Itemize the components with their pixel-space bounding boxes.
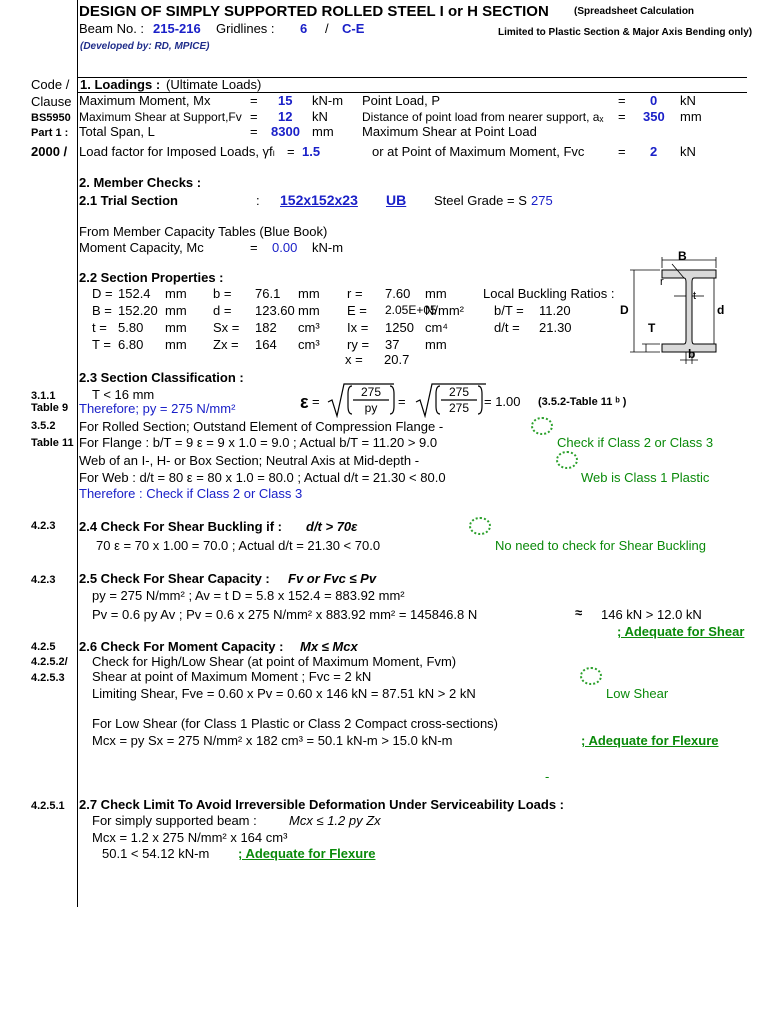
span-label: Total Span, L <box>79 124 155 139</box>
limit-note: Limited to Plastic Section & Major Axis Bending only) <box>498 27 753 38</box>
clause-423a: 4.2.3 <box>31 520 56 532</box>
frac1-numerator: 275 <box>360 385 382 399</box>
fv-unit: kN <box>312 109 328 124</box>
code-label-1: Code / <box>31 77 70 92</box>
deformation-line3: 50.1 < 54.12 kN-m <box>102 846 210 861</box>
props-heading: 2.2 Section Properties : <box>79 270 224 285</box>
class-therefore: Therefore : Check if Class 2 or Class 3 <box>79 486 303 501</box>
span-unit: mm <box>312 124 334 139</box>
classification-heading: 2.3 Section Classification : <box>79 370 244 385</box>
prop-row2-cell-2: mm <box>165 303 187 318</box>
trial-colon: : <box>256 193 260 208</box>
mx-unit: kN-m <box>312 93 344 108</box>
loadings-sub: (Ultimate Loads) <box>166 77 262 92</box>
flexure-dash: - <box>545 769 550 784</box>
prop-row4-cell-2: mm <box>165 337 187 352</box>
prop-row3-cell-8: cm⁴ <box>425 320 448 335</box>
approx-symbol: ≈ <box>575 605 583 620</box>
gridline-b: C-E <box>342 21 365 36</box>
local-buckling-label: Local Buckling Ratios : <box>483 286 615 301</box>
deformation-line2: Mcx = 1.2 x 275 N/mm² x 164 cm³ <box>92 830 288 845</box>
prop-row4-cell-7: 37 <box>385 337 400 352</box>
left-margin-line <box>77 0 78 907</box>
code-label-2: Clause <box>31 94 72 109</box>
mcx-line: Mcx = py Sx = 275 N/mm² x 182 cm³ = 50.1 kN-m > 15.0 kN-m <box>92 733 453 748</box>
trial-heading: 2.1 Trial Section <box>79 193 178 208</box>
diagram-label-d: d <box>717 303 725 317</box>
high-low-shear-line: Check for High/Low Shear (at point of Maximum Moment, Fvm) <box>92 654 457 669</box>
web-indicator <box>556 451 578 469</box>
loadings-heading: 1. Loadings : <box>80 77 161 92</box>
shear-capacity-line2: Pv = 0.6 py Av ; Pv = 0.6 x 275 N/mm² x 883.92 mm² = 145846.8 N <box>92 607 478 622</box>
diagram-label-r: r <box>660 276 664 288</box>
p-unit: kN <box>680 93 696 108</box>
rolled-section-line: For Rolled Section; Outstand Element of Compression Flange - <box>79 419 444 434</box>
clause-4252: 4.2.5.2/ <box>31 656 68 668</box>
mc-eq: = <box>250 240 258 255</box>
frac2-denominator: 275 <box>448 401 470 415</box>
shear-capacity-line1: py = 275 N/mm² ; Av = t D = 5.8 x 152.4 = 883.92 mm² <box>92 588 405 603</box>
diagram-label-t: t <box>693 290 697 302</box>
prop-row1-cell-1: 152.4 <box>118 286 151 301</box>
trial-section: 152x152x23 <box>280 192 358 208</box>
prop-row2-cell-8: N/mm² <box>425 303 464 318</box>
epsilon-eq: = <box>312 394 320 409</box>
beam-label: Beam No. : <box>79 21 145 36</box>
shear-buckling-condition: d/t > 70ε <box>306 519 358 534</box>
diagram-label-B: B <box>678 249 687 263</box>
a-label: Distance of point load from nearer support, aₓ <box>362 110 604 124</box>
span-value: 8300 <box>271 124 300 139</box>
prop-row4-cell-3: Zx = <box>213 337 239 352</box>
prop-row3-cell-1: 5.80 <box>118 320 144 335</box>
flexure-result: ; Adequate for Flexure <box>581 733 719 748</box>
beam-number: 215-216 <box>153 21 201 36</box>
deformation-result: ; Adequate for Flexure <box>238 846 376 861</box>
fvc-unit: kN <box>680 144 696 159</box>
clause-table11: Table 11 <box>31 437 74 449</box>
prop-row3-cell-5: cm³ <box>298 320 320 335</box>
steel-grade-label: Steel Grade = S <box>434 193 527 208</box>
p-label: Point Load, P <box>362 93 441 108</box>
gridline-a: 6 <box>300 21 308 36</box>
mc-value: 0.00 <box>272 240 298 255</box>
flange-result: Check if Class 2 or Class 3 <box>557 435 714 450</box>
prop-row1-cell-5: mm <box>298 286 320 301</box>
load-factor-value: 1.5 <box>302 144 321 159</box>
deformation-heading: 2.7 Check Limit To Avoid Irreversible Deformation Under Serviceability Loads : <box>79 797 564 812</box>
title-note: (Spreadsheet Calculation <box>574 6 695 17</box>
shear-buckling-result: No need to check for Shear Buckling <box>495 538 707 553</box>
deformation-line1a: For simply supported beam : <box>92 813 257 828</box>
frac1-denominator: py <box>364 401 378 415</box>
flange-indicator <box>531 417 553 435</box>
mx-value: 15 <box>278 93 293 108</box>
p-eq: = <box>618 93 626 108</box>
web-intro-line: Web of an I-, H- or Box Section; Neutral Axis at Mid-depth - <box>79 453 420 468</box>
prop-row1-cell-3: b = <box>213 286 232 301</box>
capacity-tables-line: From Member Capacity Tables (Blue Book) <box>79 224 328 239</box>
diagram-label-T: T <box>648 321 656 335</box>
t-limit-line: T < 16 mm <box>92 387 155 402</box>
load-factor-label: Load factor for Imposed Loads, γfₗ <box>79 144 275 159</box>
moment-capacity-condition: Mx ≤ Mcx <box>300 639 358 654</box>
limiting-shear-line: Limiting Shear, Fve = 0.60 x Pv = 0.60 x 146 kN = 87.51 kN > 2 kN <box>92 686 476 701</box>
dt-value: 21.30 <box>539 320 572 335</box>
prop-row1-cell-7: 7.60 <box>385 286 411 301</box>
diagram-label-D: D <box>620 303 629 317</box>
fvc-label: or at Point of Maximum Moment, Fvc <box>372 144 585 159</box>
member-heading: 2. Member Checks : <box>79 175 202 190</box>
clause-311: 3.1.1 <box>31 390 56 402</box>
shear-at-moment-line: Shear at point of Maximum Moment ; Fvc = 2 kN <box>92 669 372 684</box>
clause-352: 3.5.2 <box>31 420 56 432</box>
py-line: Therefore; py = 275 N/mm² <box>79 401 236 416</box>
fvc-value: 2 <box>650 144 658 159</box>
steel-grade: 275 <box>531 193 553 208</box>
x-value: 20.7 <box>384 352 410 367</box>
a-unit: mm <box>680 109 702 124</box>
low-shear-result: Low Shear <box>606 686 669 701</box>
prop-row1-cell-0: D = <box>92 286 113 301</box>
gridline-sep: / <box>325 21 329 36</box>
a-eq: = <box>618 109 626 124</box>
p-value: 0 <box>650 93 658 108</box>
shear-buckling-indicator <box>469 517 491 535</box>
prop-row3-cell-6: Ix = <box>347 320 369 335</box>
prop-row4-cell-0: T = <box>92 337 111 352</box>
clause-425: 4.2.5 <box>31 641 56 653</box>
prop-row3-cell-3: Sx = <box>213 320 240 335</box>
developed-by: (Developed by: RD, MPICE) <box>80 41 210 52</box>
prop-row3-cell-4: 182 <box>255 320 277 335</box>
prop-row2-cell-3: d = <box>213 303 232 318</box>
load-factor-eq: = <box>287 144 295 159</box>
prop-row4-cell-6: ry = <box>347 337 370 352</box>
fv-eq: = <box>250 109 258 124</box>
prop-row4-cell-8: mm <box>425 337 447 352</box>
frac2-numerator: 275 <box>448 385 470 399</box>
bT-label: b/T = <box>494 303 524 318</box>
a-value: 350 <box>643 109 665 124</box>
max-shear-point-label: Maximum Shear at Point Load <box>362 124 537 139</box>
prop-row1-cell-2: mm <box>165 286 187 301</box>
moment-capacity-heading: 2.6 Check For Moment Capacity : <box>79 639 284 654</box>
code-label-3: BS5950 <box>31 112 71 124</box>
web-check-line: For Web : d/t = 80 ε = 80 x 1.0 = 80.0 ; Actual d/t = 21.30 < 80.0 <box>79 470 446 485</box>
clause-4253: 4.2.5.3 <box>31 672 65 684</box>
page-title: DESIGN OF SIMPLY SUPPORTED ROLLED STEEL I or H SECTION <box>79 3 549 20</box>
bT-value: 11.20 <box>539 303 571 318</box>
shear-buckling-line: 70 ε = 70 x 1.00 = 70.0 ; Actual d/t = 21.30 < 70.0 <box>96 538 381 553</box>
for-low-shear-line: For Low Shear (for Class 1 Plastic or Class 2 Compact cross-sections) <box>92 716 499 731</box>
prop-row1-cell-4: 76.1 <box>255 286 281 301</box>
deformation-line1b: Mcx ≤ 1.2 py Zx <box>289 813 381 828</box>
clause-table9: Table 9 <box>31 402 69 414</box>
mc-unit: kN-m <box>312 240 344 255</box>
prop-row2-cell-4: 123.60 <box>255 303 295 318</box>
mc-label: Moment Capacity, Mc <box>79 240 204 255</box>
i-section-diagram <box>614 248 732 372</box>
code-label-4: Part 1 : <box>31 127 69 139</box>
span-eq: = <box>250 124 258 139</box>
prop-row1-cell-6: r = <box>347 286 363 301</box>
prop-row1-cell-8: mm <box>425 286 447 301</box>
epsilon-result: = 1.00 <box>484 394 521 409</box>
section-type: UB <box>386 192 407 208</box>
clause-423b: 4.2.3 <box>31 574 56 586</box>
low-shear-indicator <box>580 667 602 685</box>
clause-4251: 4.2.5.1 <box>31 800 65 812</box>
x-label: x = <box>345 352 363 367</box>
gridlines-label: Gridlines : <box>216 21 275 36</box>
shear-capacity-heading: 2.5 Check For Shear Capacity : <box>79 571 270 586</box>
shear-result: ; Adequate for Shear <box>617 624 745 639</box>
epsilon-symbol: ε <box>300 392 309 412</box>
prop-row2-cell-6: E = <box>347 303 367 318</box>
prop-row2-cell-7: 2.05E+05 <box>385 303 437 317</box>
mx-label: Maximum Moment, Mx <box>79 93 211 108</box>
prop-row4-cell-5: cm³ <box>298 337 320 352</box>
prop-row3-cell-0: t = <box>92 320 107 335</box>
prop-row2-cell-1: 152.20 <box>118 303 158 318</box>
prop-row2-cell-0: B = <box>92 303 112 318</box>
mx-eq: = <box>250 93 258 108</box>
fvc-eq: = <box>618 144 626 159</box>
shear-capacity-condition: Fv or Fvc ≤ Pv <box>288 571 377 586</box>
prop-row3-cell-2: mm <box>165 320 187 335</box>
prop-row4-cell-1: 6.80 <box>118 337 144 352</box>
fv-value: 12 <box>278 109 293 124</box>
diagram-label-b: b <box>688 347 696 361</box>
web-result: Web is Class 1 Plastic <box>581 470 710 485</box>
shear-buckling-heading: 2.4 Check For Shear Buckling if : <box>79 519 282 534</box>
shear-capacity-line2b: 146 kN > 12.0 kN <box>601 607 702 622</box>
flange-check-line: For Flange : b/T = 9 ε = 9 x 1.0 = 9.0 ; Actual b/T = 11.20 > 9.0 <box>79 435 438 450</box>
code-label-5: 2000 / <box>31 144 68 159</box>
prop-row2-cell-5: mm <box>298 303 320 318</box>
prop-row4-cell-4: 164 <box>255 337 277 352</box>
table-ref: (3.5.2-Table 11 ᵇ ) <box>538 396 627 408</box>
epsilon-eq-2: = <box>398 394 406 409</box>
fv-label: Maximum Shear at Support,Fv <box>79 110 242 124</box>
prop-row3-cell-7: 1250 <box>385 320 414 335</box>
dt-label: d/t = <box>494 320 520 335</box>
